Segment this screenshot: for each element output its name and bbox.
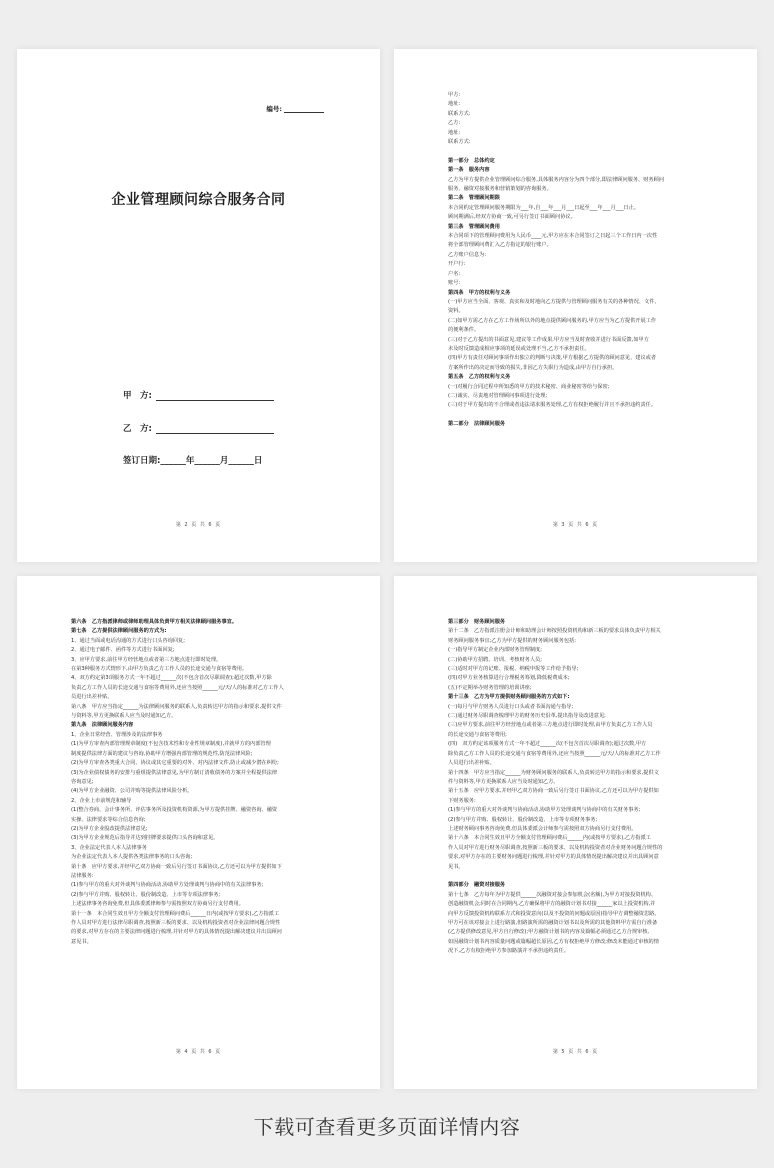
- section-heading: 第九条 法律顾问服务内容: [71, 722, 134, 729]
- page-body: [71, 618, 328, 947]
- body-line: 1、通过当面或电话沟通的方式进行口头咨询回复;: [71, 637, 185, 644]
- body-line: 3、应甲方要求,前往甲方经营地点或者第三方地点进行即时处理。: [71, 656, 222, 663]
- contract-page-4: [17, 576, 380, 1089]
- body-line: 账号:: [448, 280, 461, 287]
- body-line: [448, 411, 705, 420]
- body-line: 除负责乙方工作人员的长途交通与食宿等费用外,还应当按照______元/天/人的标准对乙方工作: [448, 750, 661, 757]
- section-heading: 第三条 管理顾问费用: [448, 223, 500, 230]
- body-line: 作人员对甲方进行法律尽职调查,按照新三板的要求、以及机构投资者对企业法律问题合规性: [71, 920, 281, 926]
- party-b-blank: [156, 424, 274, 434]
- body-line: 第十条 应甲方要求,并经甲乙双方协商一致后另行签订书面协议,乙方还可以为甲方提供如下: [71, 863, 282, 870]
- body-line: 的要求,对甲方存在的主要法律问题进行梳理,并针对甲方的具体情况提出解决建议并出具顾问: [71, 929, 282, 936]
- section-heading: 第十三条 乙方为甲方提供财务顾问服务的方式如下:: [448, 694, 570, 701]
- body-line: [448, 147, 705, 156]
- body-line: (一)甲方应当全面、客观、真实和及时地向乙方提供与管理顾问服务有关的各种情况、文件、: [448, 298, 660, 305]
- body-line: (2)为甲方企业股改提供法律意见;: [71, 825, 148, 832]
- body-line: 开户行:: [448, 261, 466, 268]
- body-line: 未及时反馈造成相应事项的延误或处理不当,乙方不承担责任。: [448, 345, 590, 352]
- party-a-row: [123, 389, 274, 401]
- body-line: 将全部管理顾问费汇入乙方指定的银行账户。: [448, 242, 552, 249]
- section-heading: 第四条 甲方的权利与义务: [448, 289, 511, 296]
- body-line: 第十一条 本合同生效且甲方全额支付管理顾问费后______日内(或按甲方要求),乙方指派工: [71, 910, 280, 917]
- body-line: 咨询意见;: [71, 778, 94, 785]
- body-line: 法律服务:: [71, 872, 94, 879]
- body-line: 与资料等,甲方更换联系人应当及时通知乙方。: [71, 713, 177, 720]
- body-line: 如因融资计划书内容质量问题或篇幅超长原因,乙方有权拒绝甲方修改;修改未能通过审核的情: [448, 938, 659, 945]
- body-line: (1)为甲方审查内部管理规章制度(不包含技术性和专业性规章制度),并就甲方的内部管理: [71, 741, 271, 748]
- body-line: [448, 872, 705, 881]
- body-line: 见书。: [448, 863, 464, 870]
- body-line: 要求,对甲方存在的主要财务问题进行梳理,并针对甲方的具体情况提出解决建议并出具顾问意: [448, 854, 659, 861]
- section-heading: 第一部分 总体约定: [448, 157, 495, 164]
- body-line: (二)诚实、尽责地对管理顾问事项进行处理;: [448, 392, 548, 399]
- contract-title: 企业管理顾问综合服务合同: [111, 192, 286, 208]
- page-body: [448, 91, 705, 430]
- body-line: 地址:: [448, 129, 461, 136]
- serial-number: [266, 104, 324, 113]
- body-line: (乙方提供修改意见,甲方自行修改);甲方融资计划书的内容及篇幅必须通过乙方合规审核,: [448, 929, 650, 936]
- serial-label: 编号:: [266, 105, 282, 113]
- sign-date: 签订日期:______年______月______日: [123, 456, 263, 466]
- serial-blank: [284, 106, 324, 113]
- section-heading: 第一条 服务内容: [448, 167, 490, 174]
- section-heading: 第三部分 财务顾问服务: [448, 619, 506, 625]
- body-line: (1)参与甲方的重大对外谈判与协商活动,协助甲方处理谈判与协商中的有关财务事务;: [448, 807, 641, 814]
- section-heading: 第二条 管理顾问期限: [448, 195, 500, 202]
- body-line: (四)甲方有责任对顾问事项作出独立的判断与决策,甲方根据乙方提供的顾问意见、建议或者: [448, 355, 657, 362]
- body-line: (3)为企业债权债务的安排与重组提供法律意见,为甲方制订清收债务的方案并全程提供法律: [71, 769, 278, 776]
- body-line: (3)为甲方企业规范后指导并达到挂牌要求提供口头咨询和意见。: [71, 835, 219, 842]
- body-line: 1、企业日常经营、管理涉及的法律事务: [71, 731, 163, 738]
- body-line: 本合同约定管理顾问服务期限为___年,自___年___月___日起至___年___月___日止。: [448, 204, 639, 211]
- body-line: 联系方式:: [448, 139, 471, 146]
- body-line: 第十五条 应甲方要求,并经甲乙双方协商一致后另行签订书面协议,乙方还可以为甲方提供如: [448, 788, 659, 795]
- body-line: (三)对于甲方提出的不合理或者违法请求服务处理,乙方有权拒绝履行并且不承担违约责任。: [448, 402, 657, 409]
- page-body: [448, 618, 705, 957]
- body-line: 在第3种服务方式情形下,由甲方负责乙方工作人员的长途交通与食宿等费用。: [71, 666, 248, 673]
- body-line: 负责乙方工作人员的长途交通与食宿等费用外,还应当按照______元/天/人的标准对乙方工作人: [71, 684, 284, 691]
- section-heading: 第五条 乙方的权利与义务: [448, 374, 511, 381]
- body-line: 乙方账户信息为:: [448, 251, 487, 258]
- cover-page: [17, 49, 380, 562]
- body-line: 户名:: [448, 270, 461, 277]
- body-line: 作人员对甲方进行财务尽职调查,按照新三板的要求、以及机构投资者对企业财务问题合规性的: [448, 844, 663, 851]
- body-line: 地址:: [448, 101, 461, 108]
- body-line: 第十七条 乙方每年为甲方提供______次融资对接会参加机会(名额),为甲方对接投资机构、: [448, 891, 657, 898]
- party-a-blank: [156, 391, 274, 401]
- body-line: 上述财务顾问事务咨询免费,但具体委派会计师参与需按照双方协商另行支付费用。: [448, 825, 637, 832]
- body-line: (1)参与甲方的重大对外谈判与协商活动,协助甲方处理谈判与协商中的有关法律事务;: [71, 882, 264, 889]
- body-line: (1)整合券商、会计事务所、评估事务所及投资机构资源,为甲方提供挂牌、融资咨询、融资: [71, 807, 278, 814]
- body-line: (一)对履行合同过程中所知悉的甲方的技术秘密、商业秘密等给与保密;: [448, 383, 610, 390]
- body-line: 联系方式:: [448, 110, 471, 117]
- body-line: 人员进行出差补贴。: [448, 760, 495, 767]
- body-line: 况下,乙方有权拒绝甲方参加路演并不承担违约责任。: [448, 948, 569, 955]
- body-line: 意见书。: [71, 938, 92, 945]
- body-line: 4、双方约定第3项服务方式一年不超过______次(不包含首次尽职调查);超过次数,甲方除: [71, 675, 272, 682]
- body-line: 方案所作出的决定而导致的损失,非因乙方失职行为造成,由甲方自行承担。: [448, 364, 618, 371]
- download-caption: 下载可查看更多页面详情内容: [253, 1115, 521, 1139]
- body-line: 第十四条 甲方应当指定______为财务顾问服务的联系人,负责转达甲方的指示和要求,提供文: [448, 769, 659, 776]
- body-line: 实操、法律要求等综合信息咨询;: [71, 816, 146, 823]
- body-line: 财务顾问服务事宜;乙方为甲方提供的财务顾问服务包括:: [448, 637, 576, 644]
- body-line: (2)为甲方审查各类重大合同、协议或其它重要的对外、对内法律文件,防止或减少潜在纠纷;: [71, 760, 279, 767]
- page-footer: 第 2 页 共 6 页: [175, 522, 222, 528]
- body-line: 本合同项下的管理顾问费用为人民币____元,甲方应在本合同签订之日起三个工作日内一次性: [448, 233, 658, 240]
- page-footer: 第 4 页 共 6 页: [175, 1049, 222, 1055]
- body-line: (4)为甲方企业融资、公司并购等提供法律风险分析。: [71, 788, 193, 795]
- page-footer: 第 3 页 共 6 页: [552, 522, 599, 528]
- body-line: 2、通过电子邮件、函件等方式进行书面回复;: [71, 647, 175, 654]
- body-line: 3、企业法定代表人本人法律事务: [71, 844, 147, 851]
- body-line: 乙方:: [448, 120, 461, 127]
- body-line: 向甲方反馈投资机构联系方式和投资意向(以及不投资的问题或原因)指导甲方调整融资思路。: [448, 910, 660, 917]
- body-line: 的长途交通与食宿等费用;: [448, 731, 507, 738]
- body-line: 乙方为甲方提供企业管理顾问综合服务,具体服务内容分为四个部分,即法律顾问服务、财务顾问: [448, 176, 664, 183]
- body-line: (一)每月与甲方财务人员进行口头或者书面沟通与指导;: [448, 703, 574, 710]
- body-line: 件与资料等,甲方更换联系人应当及时通知乙方。: [448, 778, 559, 785]
- body-line: 第十二条 乙方指派注册会计师和助理会计师按照投资机构和新三板的要求具体负责甲方相关: [448, 628, 661, 635]
- party-a-label: 甲 方:: [123, 391, 152, 401]
- body-line: (四) 双方约定该项服务方式一年不超过______次(不包含首次尽职调查);超过次数,甲方: [448, 741, 647, 748]
- body-line: 服务、融资对接服务和营销策划的咨询服务。: [448, 186, 552, 193]
- body-line: 2、企业上市前规范和辅导: [71, 797, 132, 804]
- body-line: (四)对甲方业务核算进行合理税务筹划,降低税费成本;: [448, 675, 570, 682]
- body-line: (2)参与甲方并购、股权转让、股份制改造、上市等专项法律事务;: [71, 891, 221, 898]
- body-line: (五)不定期举办财务管理的培训讲座;: [448, 684, 532, 691]
- party-b-row: [123, 422, 274, 434]
- party-b-label: 乙 方:: [123, 424, 152, 434]
- body-line: 员进行出差补贴。: [71, 694, 113, 701]
- body-line: (一)指导甲方制定企业内部财务管理制度;: [448, 647, 542, 654]
- body-line: 顾问期满后,经双方协商一致,可另行签订书面顾问协议。: [448, 214, 576, 221]
- body-line: 制度提供法律方面的建议与咨询,协助甲方增强内部管理的规范性,防范法律风险;: [71, 750, 253, 757]
- body-line: 甲方:: [448, 92, 461, 98]
- body-line: (三)应甲方要求,前往甲方经营地点或者第三方地点进行即时处理,由甲方负责乙方工作人员: [448, 722, 653, 729]
- body-line: 下财务服务:: [448, 797, 476, 804]
- body-line: 甲方可在该对接会上进行路演,但路演所需的融资计划书以及所需的其他资料甲方需自行准备: [448, 919, 658, 926]
- section-heading: 第四部分 融资对接服务: [448, 882, 506, 889]
- body-line: 第十六条 本合同生效且甲方全额支付管理顾问费后______内(或按甲方要求),乙方指派工: [448, 835, 651, 842]
- body-line: 创造融资机会;同时在合同期内,乙方确保将甲方的融资计划书对接______家以上投资机构,并: [448, 901, 656, 908]
- section-heading: 第七条 乙方提供法律顾问服务的方式为:: [71, 628, 167, 635]
- body-line: (二)通过财务尽职调查梳理甲方的财务历史沿革,提出指导及改进意见;: [448, 713, 606, 720]
- body-line: (2)参与甲方并购、股权转让、股份制改造、上市等专项财务事务;: [448, 816, 598, 823]
- section-heading: 第六条 乙方指派律师或律师助理具体负责甲方相关法律顾问服务事宜。: [71, 619, 238, 625]
- section-heading: 第二部分 法律顾问服务: [448, 421, 506, 428]
- body-line: (二)如甲方需乙方在乙方工作场所以外的地点提供顾问服务的,甲方应当为乙方提供开展工作: [448, 317, 657, 324]
- contract-page-5: [394, 576, 757, 1089]
- body-line: 为企业法定代表人本人提供各类法律事务的口头咨询;: [71, 854, 193, 861]
- contract-page-3: [394, 49, 757, 562]
- body-line: (三)适时对甲方的记账、报税、纳税申报等工作给予指导;: [448, 666, 579, 673]
- body-line: 上述法律事务咨询免费,但具体委派律师参与需按照双方协商另行支付费用。: [71, 901, 244, 908]
- body-line: 的便利条件。: [448, 327, 480, 334]
- page-footer: 第 5 页 共 6 页: [552, 1049, 599, 1055]
- body-line: 第八条 甲方应当指定______为法律顾问服务的联系人,负责转达甲方的指示和要求,提供文件: [71, 703, 282, 710]
- body-line: (二)协助甲方招聘、培训、考核财务人员;: [448, 656, 542, 663]
- body-line: (三)对于乙方提出的书面意见,建议等工作成果,甲方应当及时查收并进行书面反馈,如甲方: [448, 336, 649, 343]
- body-line: 资料。: [448, 308, 464, 315]
